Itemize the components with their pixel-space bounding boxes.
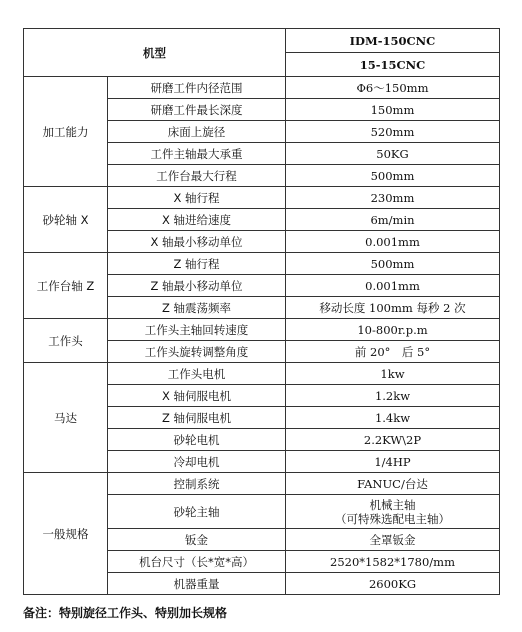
item-label: 工作头旋转调整角度: [108, 341, 286, 363]
model-code: IDM-150CNC: [286, 29, 500, 53]
header-row: [24, 29, 500, 53]
item-value-line: 机械主轴: [369, 497, 416, 512]
item-label: X 轴行程: [108, 187, 286, 209]
item-label: 控制系统: [108, 473, 286, 495]
footnote: 备注：特别旋径工作头、特别加长规格: [23, 606, 228, 620]
spec-row: [24, 187, 500, 209]
item-value: 6m/min: [286, 209, 500, 231]
item-value: 2520*1582*1780/mm: [286, 551, 500, 573]
group-label: 砂轮轴 X: [24, 187, 108, 253]
spec-row: [24, 319, 500, 341]
item-value: 10-800r.p.m: [286, 319, 500, 341]
item-label: 工作头主轴回转速度: [108, 319, 286, 341]
item-label: Z 轴行程: [108, 253, 286, 275]
group-label: 一般规格: [24, 473, 108, 595]
item-label: X 轴最小移动单位: [108, 231, 286, 253]
item-value: Φ6～150mm: [286, 77, 500, 99]
item-value: 500mm: [286, 165, 500, 187]
item-value: 520mm: [286, 121, 500, 143]
group-label: 加工能力: [24, 77, 108, 187]
item-label: 钣金: [108, 529, 286, 551]
spec-row: [24, 253, 500, 275]
item-value: 0.001mm: [286, 275, 500, 297]
spec-table: [23, 28, 500, 595]
item-value: 1.4kw: [286, 407, 500, 429]
model-label: 机型: [24, 29, 286, 77]
item-label: 机台尺寸（长*宽*高）: [108, 551, 286, 573]
item-label: 砂轮主轴: [108, 495, 286, 529]
spec-row: [24, 363, 500, 385]
item-value: 2600KG: [286, 573, 500, 595]
spec-row: [24, 77, 500, 99]
spec-row: [24, 473, 500, 495]
item-value: 150mm: [286, 99, 500, 121]
item-label: 砂轮电机: [108, 429, 286, 451]
item-label: 冷却电机: [108, 451, 286, 473]
item-value: 移动长度 100mm 每秒 2 次: [286, 297, 500, 319]
item-value: 2.2KW\2P: [286, 429, 500, 451]
item-label: X 轴伺服电机: [108, 385, 286, 407]
item-label: Z 轴震荡频率: [108, 297, 286, 319]
item-value: 230mm: [286, 187, 500, 209]
spec-table-body: [24, 29, 500, 595]
item-value: 1kw: [286, 363, 500, 385]
item-label: 床面上旋径: [108, 121, 286, 143]
item-value: 500mm: [286, 253, 500, 275]
item-label: 研磨工件最长深度: [108, 99, 286, 121]
item-label: 工件主轴最大承重: [108, 143, 286, 165]
model-code: 15-15CNC: [286, 53, 500, 77]
item-label: X 轴进给速度: [108, 209, 286, 231]
item-value: FANUC/台达: [286, 473, 500, 495]
group-label: 工作台轴 Z: [24, 253, 108, 319]
item-label: 工作头电机: [108, 363, 286, 385]
item-value: 1/4HP: [286, 451, 500, 473]
item-value-line: （可特殊选配电主轴）: [335, 511, 450, 526]
item-value: 全罩钣金: [286, 529, 500, 551]
group-label: 马达: [24, 363, 108, 473]
item-label: Z 轴最小移动单位: [108, 275, 286, 297]
item-label: 工作台最大行程: [108, 165, 286, 187]
item-label: 研磨工件内径范围: [108, 77, 286, 99]
item-value: 1.2kw: [286, 385, 500, 407]
item-value: [286, 495, 500, 529]
item-value: 50KG: [286, 143, 500, 165]
group-label: 工作头: [24, 319, 108, 363]
item-value: 0.001mm: [286, 231, 500, 253]
item-label: Z 轴伺服电机: [108, 407, 286, 429]
item-value: 前 20° 后 5°: [286, 341, 500, 363]
item-label: 机器重量: [108, 573, 286, 595]
